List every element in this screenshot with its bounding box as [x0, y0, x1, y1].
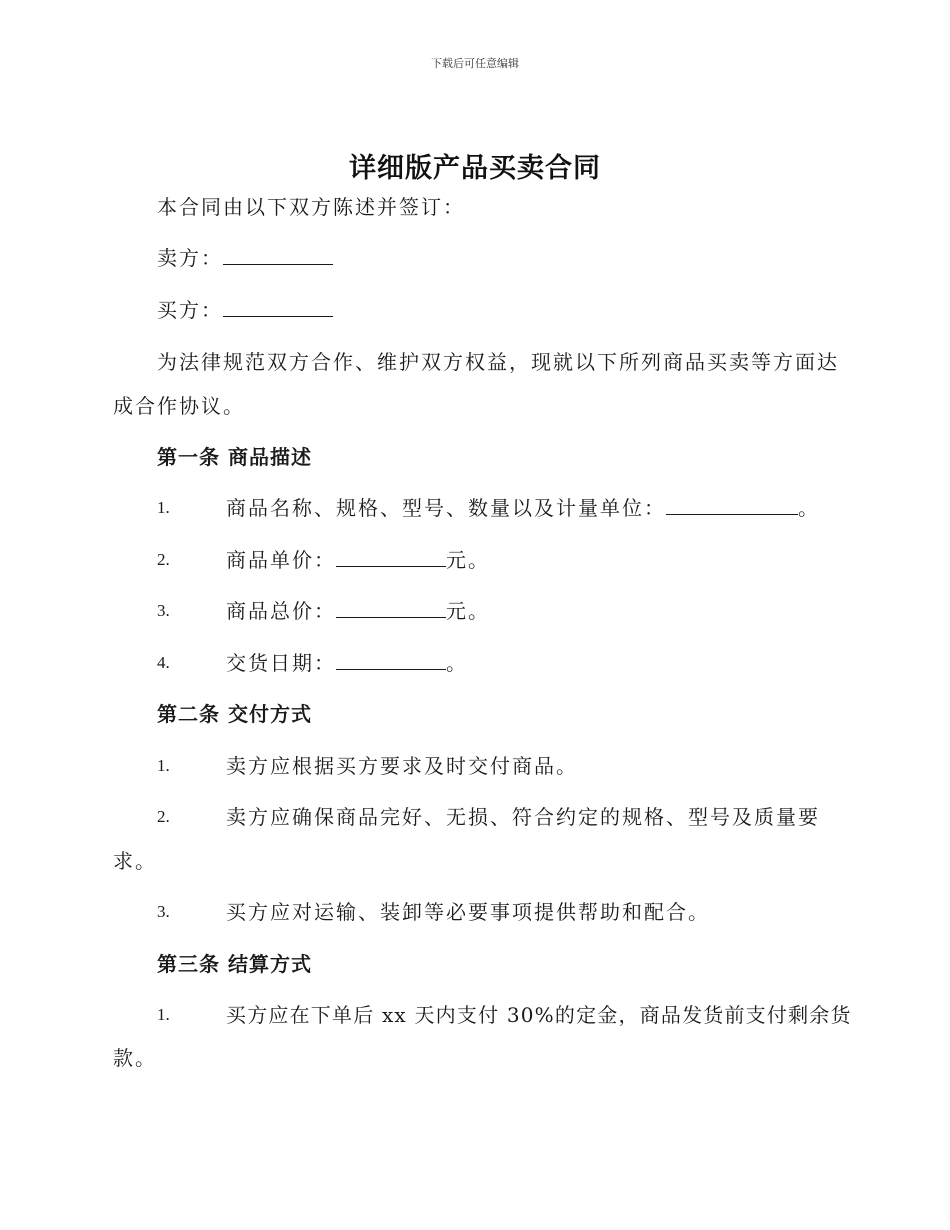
article3-heading: 第三条 结算方式 — [157, 952, 312, 976]
document-title: 详细版产品买卖合同 — [349, 153, 601, 184]
seller-blank — [223, 246, 333, 265]
article1-item4-number: 4. — [157, 653, 170, 672]
article1-item4 — [226, 649, 468, 677]
article1-item2-blank — [336, 548, 446, 567]
buyer-line — [157, 296, 333, 324]
article2-item3-number: 3. — [157, 902, 170, 921]
article3-item1-number: 1. — [157, 1005, 170, 1024]
article1-item3-number: 3. — [157, 601, 170, 620]
purpose-text-line2: 成合作协议。 — [113, 394, 245, 418]
article1-item3-text: 商品总价： — [226, 599, 336, 623]
article3-item1-text: 买方应在下单后 xx 天内支付 30%的定金，商品发货前支付剩余货 — [226, 1003, 852, 1027]
article1-heading: 第一条 商品描述 — [157, 445, 312, 469]
buyer-label: 买方： — [157, 298, 223, 322]
article1-item3-blank — [336, 599, 446, 618]
header-note: 下载后可任意编辑 — [431, 57, 519, 70]
article1-item1-blank — [666, 496, 798, 515]
seller-label: 卖方： — [157, 246, 223, 270]
article2-item2-text: 卖方应确保商品完好、无损、符合约定的规格、型号及质量要 — [226, 805, 820, 829]
article2-heading: 第二条 交付方式 — [157, 702, 312, 726]
article1-item2-suffix: 元。 — [446, 548, 490, 572]
buyer-blank — [223, 298, 333, 317]
seller-line — [157, 244, 333, 272]
article1-item2-text: 商品单价： — [226, 548, 336, 572]
article2-item1-text: 卖方应根据买方要求及时交付商品。 — [226, 754, 578, 778]
article1-item1-number: 1. — [157, 498, 170, 517]
article1-item1-text: 商品名称、规格、型号、数量以及计量单位： — [226, 496, 666, 520]
article1-item2 — [226, 546, 490, 574]
article1-item4-text: 交货日期： — [226, 651, 336, 675]
article3-item1-continuation: 款。 — [113, 1046, 157, 1070]
purpose-text-line1: 为法律规范双方合作、维护双方权益，现就以下所列商品买卖等方面达 — [157, 350, 839, 374]
article2-item3-text: 买方应对运输、装卸等必要事项提供帮助和配合。 — [226, 900, 710, 924]
article1-item1-suffix: 。 — [798, 496, 820, 520]
article1-item3-suffix: 元。 — [446, 599, 490, 623]
article2-item1-number: 1. — [157, 756, 170, 775]
article1-item4-blank — [336, 651, 446, 670]
article2-item2-continuation: 求。 — [113, 849, 157, 873]
intro-text: 本合同由以下双方陈述并签订： — [157, 195, 465, 219]
article1-item1 — [226, 494, 820, 522]
article2-item2-number: 2. — [157, 807, 170, 826]
article1-item2-number: 2. — [157, 550, 170, 569]
article1-item3 — [226, 597, 490, 625]
article1-item4-suffix: 。 — [446, 651, 468, 675]
